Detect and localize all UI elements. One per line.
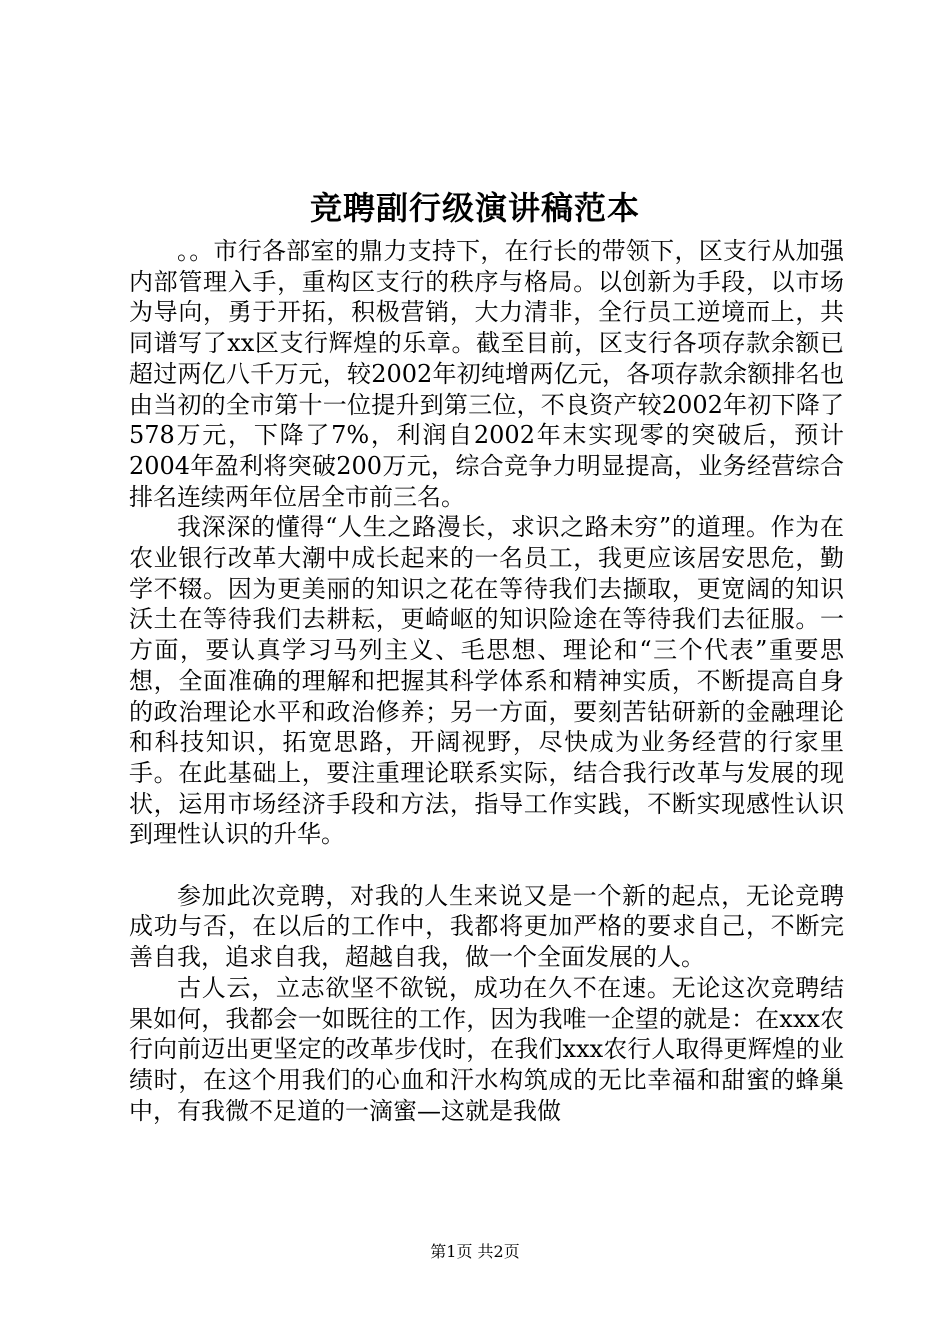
paragraph-4: 古人云，立志欲坚不欲锐，成功在久不在速。无论这次竞聘结果如何，我都会一如既往的工作，因为我唯一企望的就是：在xxx农行向前迈出更坚定的改革步伐时，在我们xxx农行人取得更辉煌的业绩时，在这个用我们的心血和汗水构筑成的无比幸福和甜蜜的蜂巢中，有我微不足道的一滴蜜—这就是我做 — [129, 973, 844, 1125]
paragraph-spacer — [129, 850, 844, 881]
paragraph-1: 。。市行各部室的鼎力支持下，在行长的带领下，区支行从加强内部管理入手，重构区支行的秩序与格局。以创新为手段，以市场为导向，勇于开拓，积极营销，大力清非，全行员工逆境而上，共同谱写了xx区支行辉煌的乐章。截至目前，区支行各项存款余额已超过两亿八千万元，较2002年初纯增两亿元，各项存款余额排名也由当初的全市第十一位提升到第三位，不良资产较2002年初下降了578万元，下降了7%，利润自2002年末实现零的突破后，预计2004年盈利将突破200万元，综合竞争力明显提高，业务经营综合排名连续两年位居全市前三名。 — [129, 237, 844, 511]
paragraph-2: 我深深的懂得“人生之路漫长，求识之路未穷”的道理。作为在农业银行改革大潮中成长起来的一名员工，我更应该居安思危，勤学不辍。因为更美丽的知识之花在等待我们去撷取，更宽阔的知识沃土在等待我们去耕耘，更崎岖的知识险途在等待我们去征服。一方面，要认真学习马列主义、毛思想、理论和“三个代表”重要思想，全面准确的理解和把握其科学体系和精神实质，不断提高自身的政治理论水平和政治修养；另一方面，要刻苦钻研新的金融理论和科技知识，拓宽思路，开阔视野，尽快成为业务经营的行家里手。在此基础上，要注重理论联系实际，结合我行改革与发展的现状，运用市场经济手段和方法，指导工作实践，不断实现感性认识到理性认识的升华。 — [129, 513, 844, 849]
paragraph-3: 参加此次竞聘，对我的人生来说又是一个新的起点，无论竞聘成功与否，在以后的工作中，我都将更加严格的要求自己，不断完善自我，追求自我，超越自我，做一个全面发展的人。 — [129, 881, 844, 972]
document-body — [129, 236, 844, 1126]
page-number-footer: 第1页 共2页 — [430, 1242, 520, 1261]
document-title: 竞聘副行级演讲稿范本 — [309, 189, 640, 227]
